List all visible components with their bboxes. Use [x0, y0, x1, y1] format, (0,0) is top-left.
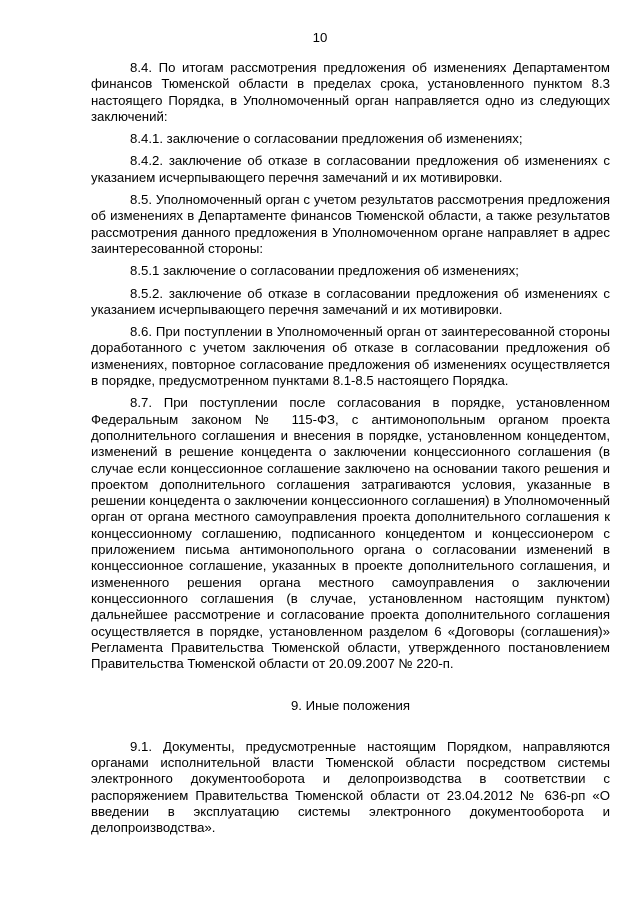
- section-heading: 9. Иные положения: [290, 698, 411, 714]
- paragraph-9-1: 9.1. Документы, предусмотренные настоящим Порядком, направляются органами исполнительной власти Тюменской области посредством системы электронного документооборота и делопроизводства в соответствии с распоряжением Правительства Тюменской области от 23.04.2012 № 636-рп «О введении в эксплуатацию системы электронного документооборота и делопроизводства».: [91, 738, 610, 836]
- document-body: [91, 60, 610, 836]
- paragraph-8-5-2: 8.5.2. заключение об отказе в согласовании предложения об изменениях с указанием исчерпывающего перечня замечаний и их мотивировки.: [91, 285, 610, 317]
- paragraph-8-4: 8.4. По итогам рассмотрения предложения об изменениях Департаментом финансов Тюменской области в пределах срока, установленного пунктом 8.3 настоящего Порядка, в Уполномоченный орган направляется одно из следующих заключений:: [91, 60, 610, 124]
- paragraph-8-4-2: 8.4.2. заключение об отказе в согласовании предложения об изменениях с указанием исчерпывающего перечня замечаний и их мотивировки.: [91, 153, 610, 185]
- page-number: 10: [312, 30, 328, 45]
- paragraph-8-7: 8.7. При поступлении после согласования в порядке, установленном Федеральным законом № 115-ФЗ, с антимонопольным органом проекта дополнительного соглашения и внесения в порядке, установленном концедентом, изменений в решение концедента о заключении концессионного соглашения (в случае если концессионное соглашение заключено на основании такого решения и проектом дополнительного соглашения затрагиваются условия, указанные в решении концедента о заключении концессионного соглашения) в Уполномоченный орган от органа местного самоуправления проекта дополнительного соглашения к концессионному соглашению, подписанного концедентом и концессионером с приложением письма антимонопольного органа о согласовании изменений в концессионное соглашение, указанных в проекте дополнительного соглашения, и измененного решения органа местного самоуправления о заключении концессионного соглашения (в случае, установленном настоящим пунктом) дальнейшее рассмотрение и согласование проекта дополнительного соглашения осуществляется в порядке, установленном разделом 6 «Договоры (соглашения)» Регламента Правительства Тюменской области, утвержденного постановлением Правительства Тюменской области от 20.09.2007 № 220-п.: [91, 395, 610, 672]
- paragraph-8-6: 8.6. При поступлении в Уполномоченный орган от заинтересованной стороны доработанного с учетом заключения об отказе в согласовании предложения об изменениях, повторное согласование предложения об изменениях осуществляется в порядке, предусмотренном пунктами 8.1-8.5 настоящего Порядка.: [91, 324, 610, 389]
- paragraph-8-5-1: 8.5.1 заключение о согласовании предложения об изменениях;: [130, 263, 519, 279]
- paragraph-8-4-1: 8.4.1. заключение о согласовании предложения об изменениях;: [130, 131, 523, 147]
- paragraph-8-5: 8.5. Уполномоченный орган с учетом результатов рассмотрения предложения об изменениях в Департаменте финансов Тюменской области, а также результатов рассмотрения данного предложения в Уполномоченном органе направляет в адрес заинтересованной стороны:: [91, 192, 610, 256]
